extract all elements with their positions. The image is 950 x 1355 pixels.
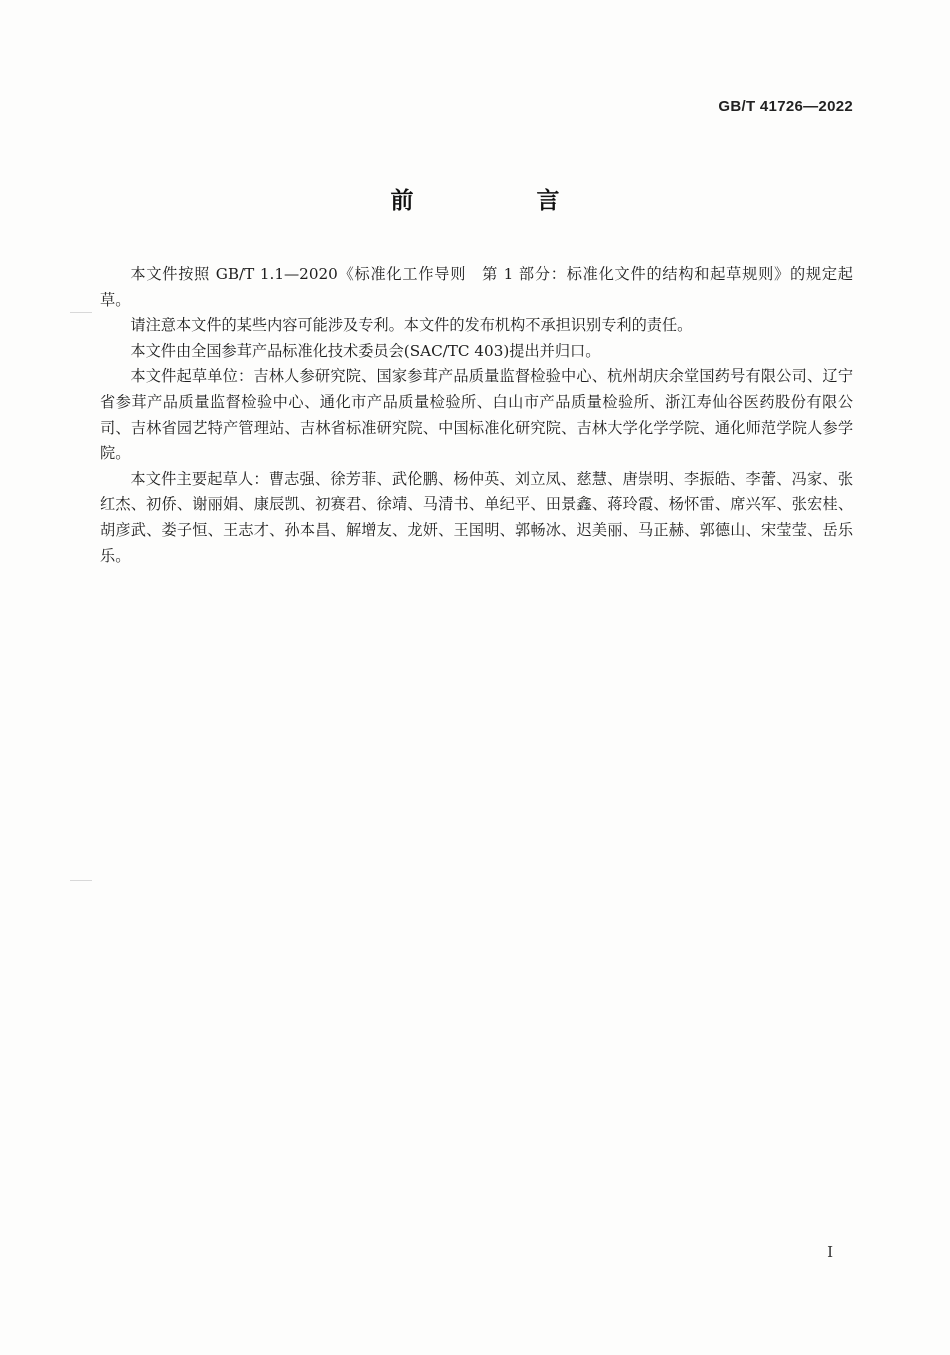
paragraph-drafting-rules: 本文件按照 GB/T 1.1—2020《标准化工作导则 第 1 部分：标准化文件的结构和起草规则》的规定起草。 (100, 265, 853, 309)
paragraph-committee: 本文件由全国参茸产品标准化技术委员会(SAC/TC 403)提出并归口。 (130, 341, 601, 360)
standard-code: GB/T 41726—2022 (718, 98, 853, 115)
paragraph-drafting-units: 本文件起草单位：吉林人参研究院、国家参茸产品质量监督检验中心、杭州胡庆余堂国药号有限公司、辽宁省参茸产品质量监督检验中心、通化市产品质量检验所、白山市产品质量检验所、浙江寿仙谷医药股份有限公司、吉林省园艺特产管理站、吉林省标准研究院、中国标准化研究院、吉林大学化学学院、通化师范学院人参学院。 (100, 367, 853, 463)
foreword-body (100, 262, 853, 569)
scan-artifact (70, 312, 92, 313)
paragraph-patent-notice: 请注意本文件的某些内容可能涉及专利。本文件的发布机构不承担识别专利的责任。 (130, 316, 693, 335)
page-title: 前 言 (390, 188, 610, 214)
page-number: I (827, 1243, 833, 1261)
paragraph-drafters: 本文件主要起草人：曹志强、徐芳菲、武伦鹏、杨仲英、刘立凤、慈慧、唐崇明、李振皓、李蕾、冯家、张红杰、初侨、谢丽娟、康辰凯、初赛君、徐靖、马清书、单纪平、田景鑫、蒋玲霞、杨怀雷、席兴军、张宏桂、胡彦武、娄子恒、王志才、孙本昌、解增友、龙妍、王国明、郭畅冰、迟美丽、马正赫、郭德山、宋莹莹、岳乐乐。 (100, 469, 853, 565)
scan-artifact (70, 880, 92, 881)
